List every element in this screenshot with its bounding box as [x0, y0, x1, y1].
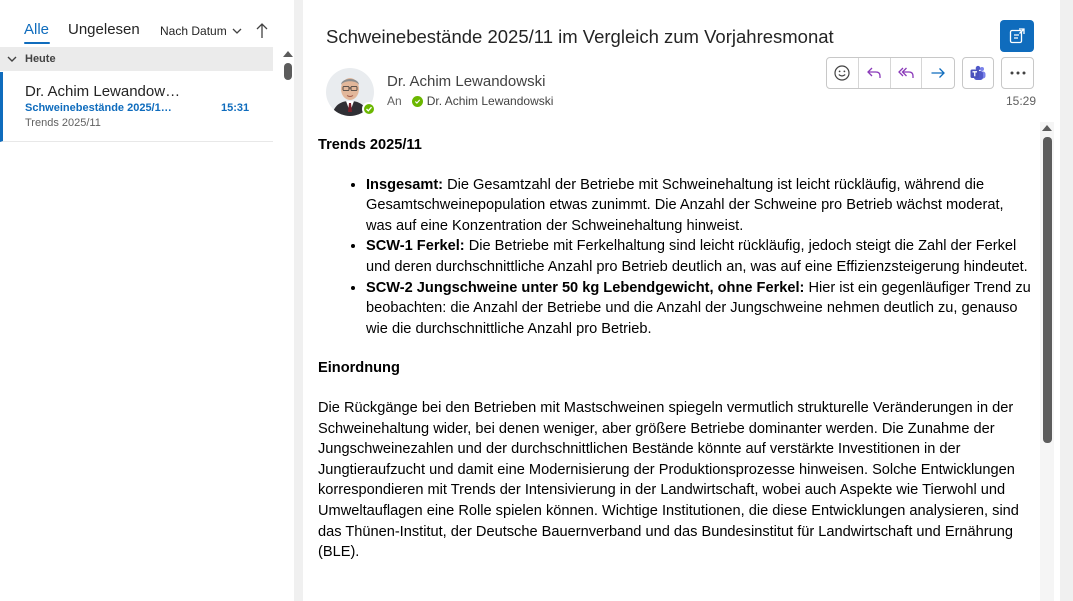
- bullet-lead: SCW-1 Ferkel:: [366, 238, 465, 255]
- teams-chat-button[interactable]: [962, 57, 994, 89]
- react-button[interactable]: [827, 58, 859, 88]
- message-body: [318, 135, 1033, 582]
- trend-list: [366, 175, 1033, 340]
- bullet-lead: Insgesamt:: [366, 176, 444, 193]
- teams-icon: [969, 64, 987, 82]
- forward-icon: [929, 64, 947, 82]
- sort-dropdown[interactable]: [160, 24, 243, 38]
- tab-all-underline: [24, 42, 50, 44]
- list-scrollbar[interactable]: [282, 48, 294, 601]
- list-item-preview: Trends 2025/11: [25, 117, 101, 129]
- list-item-sender: Dr. Achim Lewandow…: [25, 83, 181, 100]
- message-actions: [826, 57, 955, 89]
- tab-all[interactable]: Alle: [24, 21, 50, 38]
- body-heading-classification: Einordnung: [318, 360, 400, 377]
- tab-unread[interactable]: Ungelesen: [68, 21, 140, 38]
- window-edge: [1060, 0, 1073, 601]
- presence-available-icon: [362, 102, 376, 116]
- presence-available-icon: [412, 96, 423, 107]
- bullet-text: Hier ist ein gegenläufiger Trend zu beobachten: die Anzahl der Betriebe und die Anzahl der Jungschweine nehmen deutlich zu, genauso wie die durchschnittliche Anzahl pro Betrieb.: [366, 279, 1031, 337]
- group-label: Heute: [25, 53, 56, 65]
- reply-all-button[interactable]: [891, 58, 923, 88]
- pop-out-icon: [1008, 27, 1026, 45]
- scroll-up-arrow-icon[interactable]: [283, 50, 293, 58]
- scroll-up-arrow-icon[interactable]: [1042, 124, 1052, 132]
- recipient-line: [387, 94, 553, 108]
- chevron-down-icon: [6, 53, 18, 65]
- scrollbar-thumb[interactable]: [284, 63, 292, 80]
- recipient-name[interactable]: Dr. Achim Lewandowski: [426, 94, 554, 108]
- reply-all-icon: [897, 64, 915, 82]
- chevron-down-icon: [231, 25, 243, 37]
- sort-label: Nach Datum: [160, 24, 227, 38]
- bullet-lead: SCW-2 Jungschweine unter 50 kg Lebendgewicht, ohne Ferkel:: [366, 279, 805, 296]
- reading-scrollbar[interactable]: [1040, 122, 1054, 601]
- more-actions-button[interactable]: [1001, 57, 1034, 89]
- emoji-icon: [833, 64, 851, 82]
- sender-name[interactable]: Dr. Achim Lewandowski: [387, 73, 546, 90]
- list-item: [366, 278, 1033, 340]
- list-item-subject: Schweinebestände 2025/1…: [25, 102, 172, 114]
- pane-divider: [294, 0, 303, 601]
- message-subject: Schweinebestände 2025/11 im Vergleich zum Vorjahresmonat: [326, 26, 834, 47]
- group-header-today[interactable]: [0, 47, 273, 71]
- bullet-text: Die Gesamtzahl der Betriebe mit Schweinehaltung ist leicht rückläufig, während die Gesamtschweinepopulation etwas zunimmt. Die Anzahl der Schweine pro Betrieb wächst moderat, was auf eine Konzentration der Schweinehaltung hinweist.: [366, 176, 1004, 234]
- forward-button[interactable]: [922, 58, 954, 88]
- body-paragraph: Die Rückgänge bei den Betrieben mit Mastschweinen spiegeln vermutlich strukturelle Veränderungen in der Schweinehaltung wider, bei denen weniger, aber größere Betriebe dominanter werden. Die Zunahme der Jungschweinezahlen und der durchschnittlichen Bestände könnte auf verstärkte Investitionen in der Jungtieraufzucht und damit eine Modernisierung der Produktionsprozesse hinweisen. Solche Entwicklungen korrespondieren mit Trends der Intensivierung in der Landwirtschaft, wobei auch Aspekte wie Tierwohl und Umweltauflagen eine Rolle spielen können. Wichtige Institutionen, die diese Entwicklungen analysieren, sind das Thünen-Institut, der Deutsche Bauernverband und das Bundesinstitut für Landwirtschaft und Ernährung (BLE).: [318, 399, 1019, 561]
- list-item[interactable]: [0, 72, 273, 142]
- list-item: [366, 175, 1033, 237]
- body-heading-trends: Trends 2025/11: [318, 137, 422, 153]
- open-in-new-window-button[interactable]: [1000, 20, 1034, 52]
- filter-bar: [0, 0, 273, 46]
- reading-pane: [303, 0, 1073, 601]
- message-list-pane: [0, 0, 273, 601]
- to-label: An: [387, 94, 402, 108]
- list-item: [366, 236, 1033, 277]
- sort-direction-icon[interactable]: [255, 22, 269, 40]
- scrollbar-thumb[interactable]: [1043, 137, 1052, 443]
- reply-button[interactable]: [859, 58, 891, 88]
- list-item-time: 15:31: [221, 102, 250, 114]
- more-icon: [1009, 70, 1027, 76]
- message-time: 15:29: [1006, 94, 1037, 108]
- bullet-text: Die Betriebe mit Ferkelhaltung sind leicht rückläufig, jedoch steigt die Zahl der Ferkel und deren durchschnittliche Anzahl pro Betrieb deutlich an, was auf eine Effizienzsteigerung hindeutet.: [366, 238, 1028, 275]
- reply-icon: [865, 64, 883, 82]
